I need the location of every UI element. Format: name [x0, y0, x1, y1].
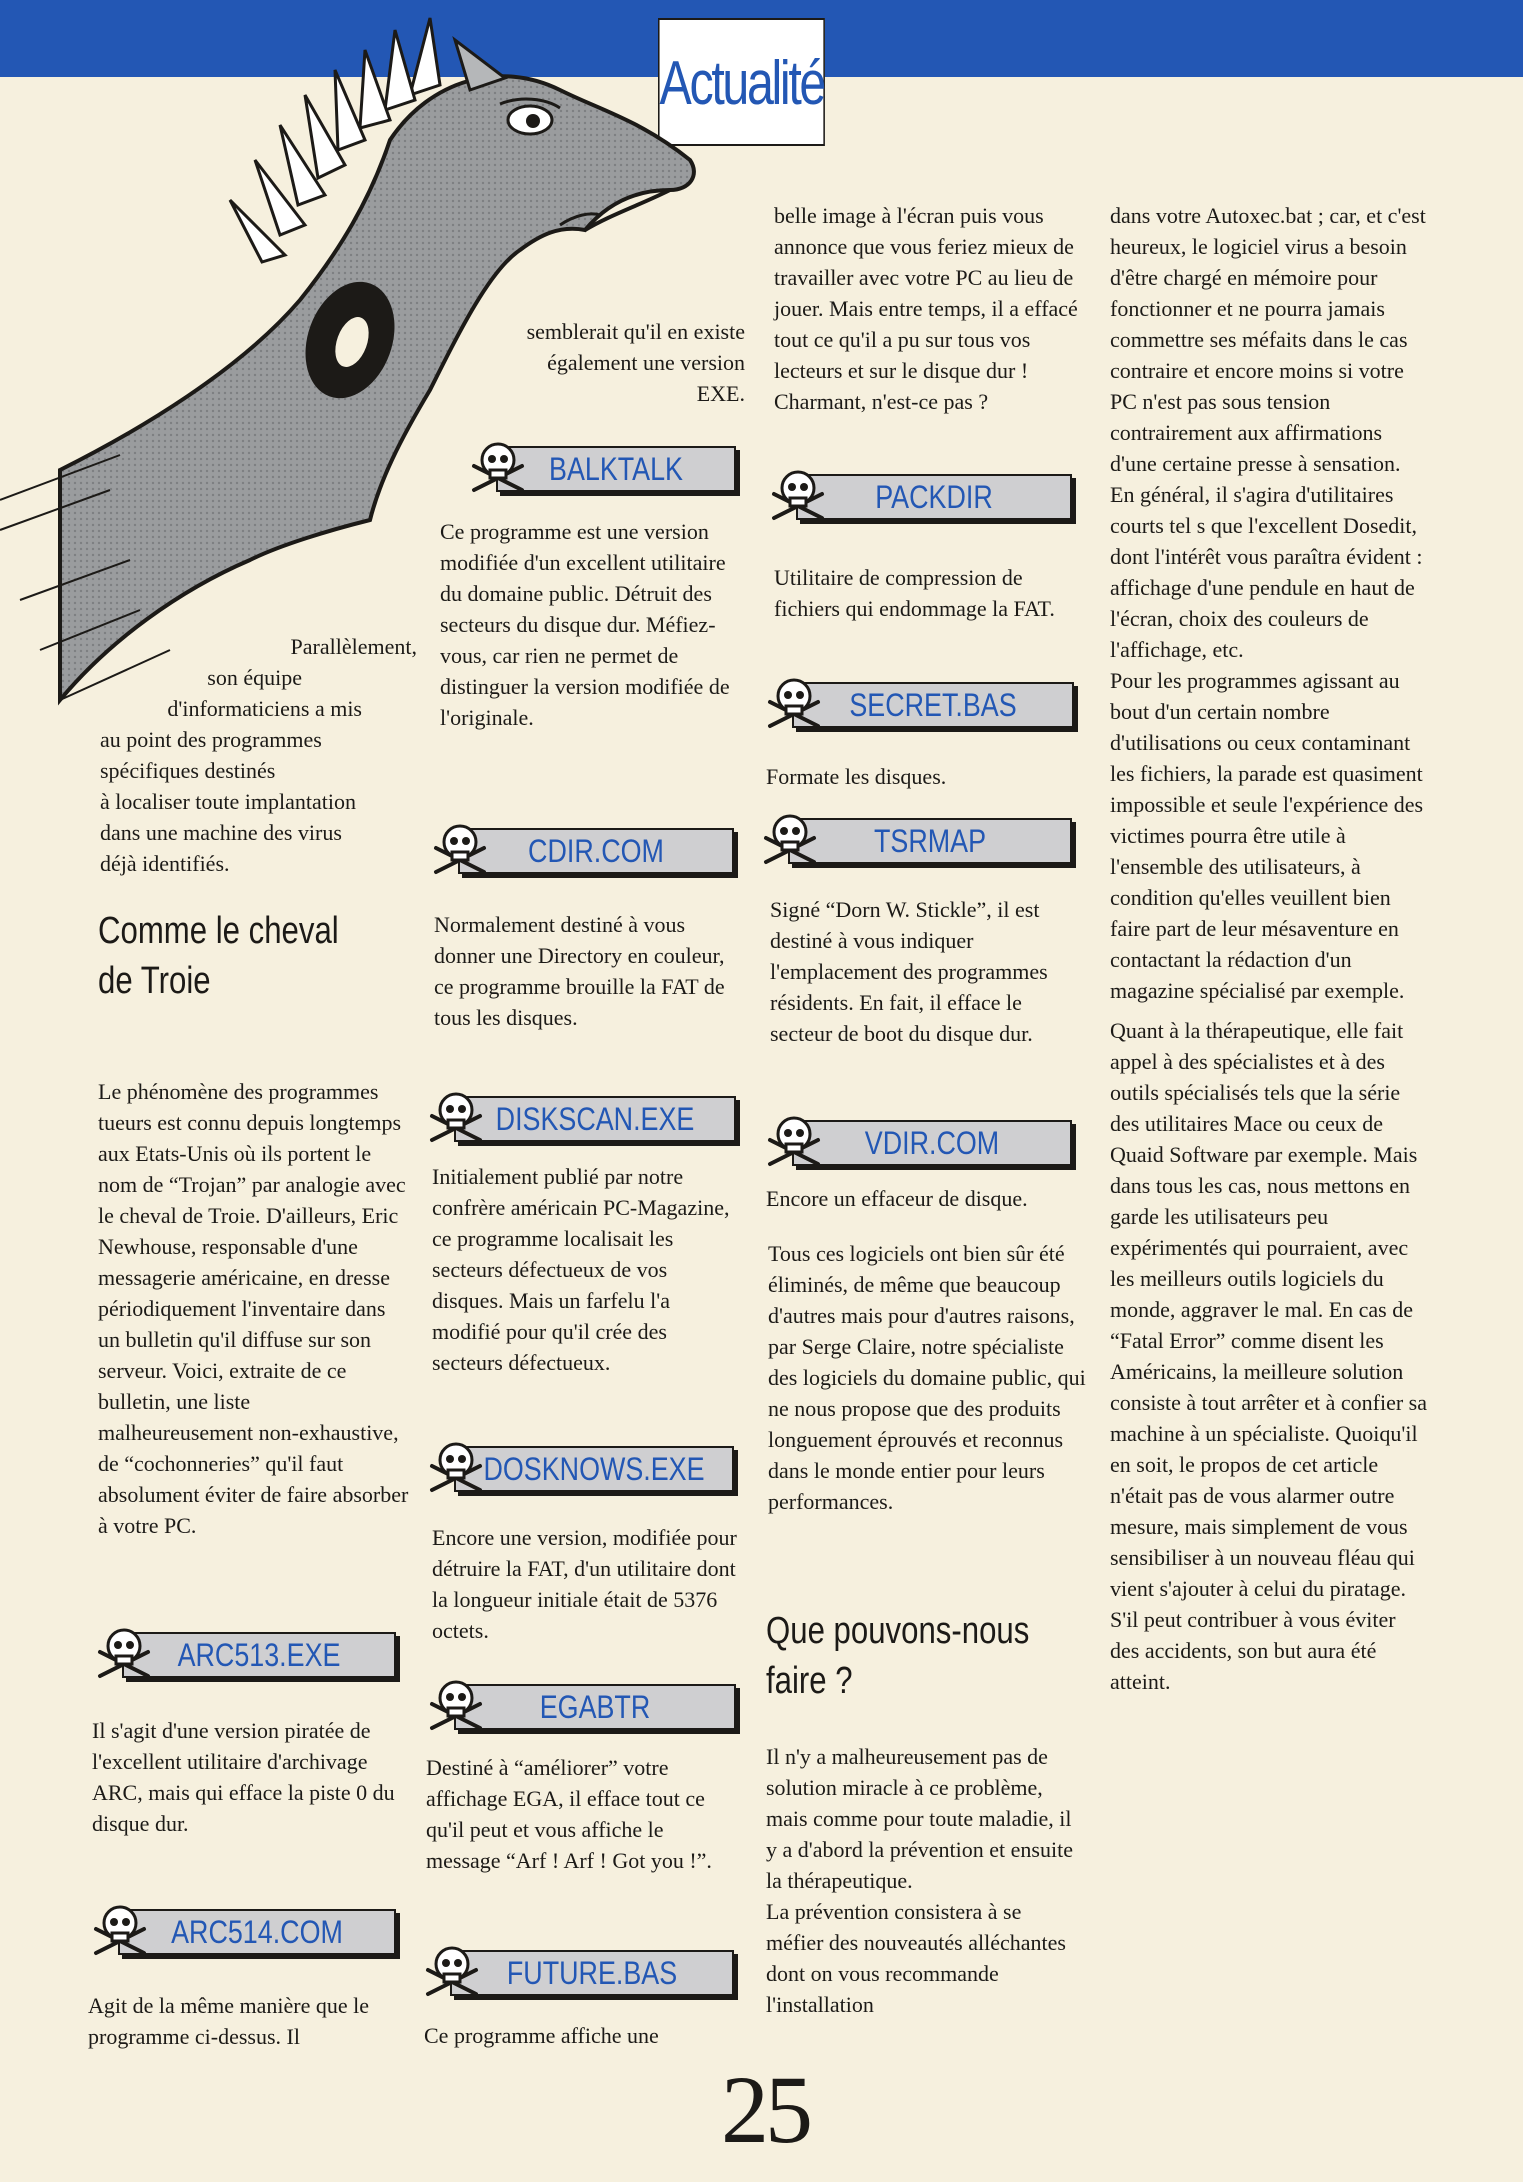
virus-label-cdir: CDIR.COM — [428, 818, 734, 870]
subheading-que-faire: Que pouvons-nous faire ? — [766, 1610, 1030, 1702]
virus-desc-tsrmap: Signé “Dorn W. Stickle”, il est destiné à vous indiquer l'emplacement des programmes résidents. En fait, il efface le secteur de boot du disque dur. — [770, 897, 1048, 1046]
virus-desc-cdir: Normalement destiné à vous donner une Directory en couleur, ce programme brouille la FAT de tous les disques. — [434, 912, 725, 1030]
skull-crossbones-icon — [762, 1110, 826, 1174]
virus-label-dosknows: DOSKNOWS.EXE — [424, 1436, 734, 1488]
virus-desc-vdir: Encore un effaceur de disque. — [766, 1186, 1028, 1211]
skull-crossbones-icon — [420, 1940, 484, 2004]
skull-crossbones-icon — [424, 1436, 488, 1500]
parallel-line-2: son équipe — [207, 665, 302, 690]
skull-crossbones-icon — [424, 1674, 488, 1738]
skull-crossbones-icon — [428, 818, 492, 882]
section-rubric: Actualité — [658, 18, 825, 146]
intro-tail: semblerait qu'il en existe également une version EXE. — [526, 319, 745, 406]
tous-paragraph: Tous ces logiciels ont bien sûr été éliminés, de même que beaucoup d'autres mais pour d'autres raisons, par Serge Claire, notre spécialiste des logiciels du domaine public, qui ne nous propose que des produits longuement éprouvés et reconnus dans le monde entier pour leurs performances. — [768, 1241, 1086, 1514]
skull-crossbones-icon — [88, 1899, 152, 1963]
virus-label-tsrmap: TSRMAP — [758, 808, 1072, 860]
skull-crossbones-icon — [758, 808, 822, 872]
skull-crossbones-icon — [466, 436, 530, 500]
virus-desc-diskscan: Initialement publié par notre confrère américain PC-Magazine, ce programme localisait les secteurs défectueux de vos disques. Mais un farfelu l'a modifié pour qu'il crée des secteurs défectueux. — [432, 1164, 730, 1375]
virus-desc-arc514: Agit de la même manière que le programme ci-dessus. Il — [88, 1993, 369, 2049]
column-four-text: dans votre Autoxec.bat ; car, et c'est heureux, le logiciel virus a besoin d'être chargé en mémoire pour fonctionner et ne pourra jamais commettre ses méfaits dans le cas contraire et encore moins si votre PC n'est pas sous tension contrairement aux affirmations d'une certaine presse à sensation. En général, il s'agira d'utilitaires courts tel s que l'excellent Dosedit, dont l'intérêt vous paraîtra évident : affichage d'une pendule en haut de l'écran, choix des couleurs de l'affichage, etc. Pour les programmes agissant au bout d'un certain nombre d'utilisations ou ceux contaminant les fichiers, la parade est quasiment impossible et seule l'expérience des victimes pourra être utile à l'ensemble des utilisateurs, à condition qu'elles veuillent bien faire part de leur mésaventure en contactant la rédaction d'un magazine spécialisé par exemple. Quant à la thérapeutique, elle fait appel à des spécialistes et à des outils spécialisés tels que la série des utilitaires Mace ou ceux de Quaid Software par exemple. Mais dans tous les cas, nous mettons en garde les utilisateurs peu expérimentés qui pourraient, avec les meilleurs outils logiciels du monde, aggraver le mal. En cas de “Fatal Error” comme disent les Américains, la meilleure solution consiste à tout arrêter et à confier sa machine à un spécialiste. Quoiqu'il en soit, le propos de cet article n'était pas de vous alarmer outre mesure, mais simplement de vous sensibiliser à un nouveau fléau qui vient s'ajouter à celui du piratage. S'il peut contribuer à vous éviter des accidents, son but aura été atteint. — [1110, 203, 1428, 1694]
virus-desc-arc513: Il s'agit d'une version piratée de l'excellent utilitaire d'archivage ARC, mais qui efface la piste 0 du disque dur. — [92, 1718, 395, 1836]
virus-label-vdir: VDIR.COM — [762, 1110, 1072, 1162]
virus-label-egabtr: EGABTR — [424, 1674, 736, 1726]
skull-crossbones-icon — [424, 1086, 488, 1150]
parallel-line-1: Parallèlement, — [290, 634, 417, 659]
parallel-paragraph-cont: au point des programmes spécifiques destinés à localiser toute implantation dans une machine des virus déjà identifiés. — [100, 727, 356, 876]
troie-paragraph: Le phénomène des programmes tueurs est connu depuis longtemps aux Etats-Unis où ils portent le nom de “Trojan” par analogie avec le cheval de Troie. D'ailleurs, Eric Newhouse, responsable d'une messagerie américaine, en dresse périodiquement l'inventaire dans un bulletin qu'il diffuse sur son serveur. Voici, extraite de ce bulletin, une liste malheureusement non-exhaustive, de “cochonneries” qu'il faut absolument éviter de faire absorber à votre PC. — [98, 1079, 409, 1538]
skull-crossbones-icon — [762, 672, 826, 736]
subheading-troie: Comme le cheval de Troie — [98, 910, 339, 1002]
future-continuation: belle image à l'écran puis vous annonce que vous feriez mieux de travailler avec votre PC au lieu de jouer. Mais entre temps, il a effacé tout ce qu'il a pu sur tous vos lecteurs et sur le disque dur ! Charmant, n'est-ce pas ? — [774, 203, 1078, 414]
virus-desc-egabtr: Destiné à “améliorer” votre affichage EGA, il efface tout ce qu'il peut et vous affiche le message “Arf ! Arf ! Got you !”. — [426, 1755, 712, 1873]
virus-label-arc514: ARC514.COM — [88, 1899, 396, 1951]
virus-label-arc513: ARC513.EXE — [92, 1622, 396, 1674]
virus-desc-secret: Formate les disques. — [766, 764, 947, 789]
page-number: 25 — [721, 2056, 809, 2163]
virus-desc-packdir: Utilitaire de compression de fichiers qui endommage la FAT. — [774, 565, 1055, 621]
virus-label-secret: SECRET.BAS — [762, 672, 1074, 724]
virus-label-future: FUTURE.BAS — [420, 1940, 734, 1992]
skull-crossbones-icon — [766, 464, 830, 528]
parallel-paragraph — [100, 631, 417, 724]
virus-label-diskscan: DISKSCAN.EXE — [424, 1086, 736, 1138]
skull-crossbones-icon — [92, 1622, 156, 1686]
parallel-line-3: d'informaticiens a mis — [167, 696, 362, 721]
virus-label-balktalk: BALKTALK — [466, 436, 736, 488]
virus-desc-dosknows: Encore une version, modifiée pour détruire la FAT, d'un utilitaire dont la longueur initiale était de 5376 octets. — [432, 1525, 737, 1643]
virus-desc-future: Ce programme affiche une — [424, 2023, 659, 2048]
virus-label-packdir: PACKDIR — [766, 464, 1072, 516]
que-faire-paragraph: Il n'y a malheureusement pas de solution miracle à ce problème, mais comme pour toute maladie, il y a d'abord la prévention et ensuite la thérapeutique. La prévention consistera à se méfier des nouveautés alléchantes dont on vous recommande l'installation — [766, 1744, 1073, 2017]
virus-desc-balktalk: Ce programme est une version modifiée d'un excellent utilitaire du domaine public. Détruit des secteurs du disque dur. Méfiez-vous, car rien ne permet de distinguer la version modifiée de l'originale. — [440, 519, 730, 730]
